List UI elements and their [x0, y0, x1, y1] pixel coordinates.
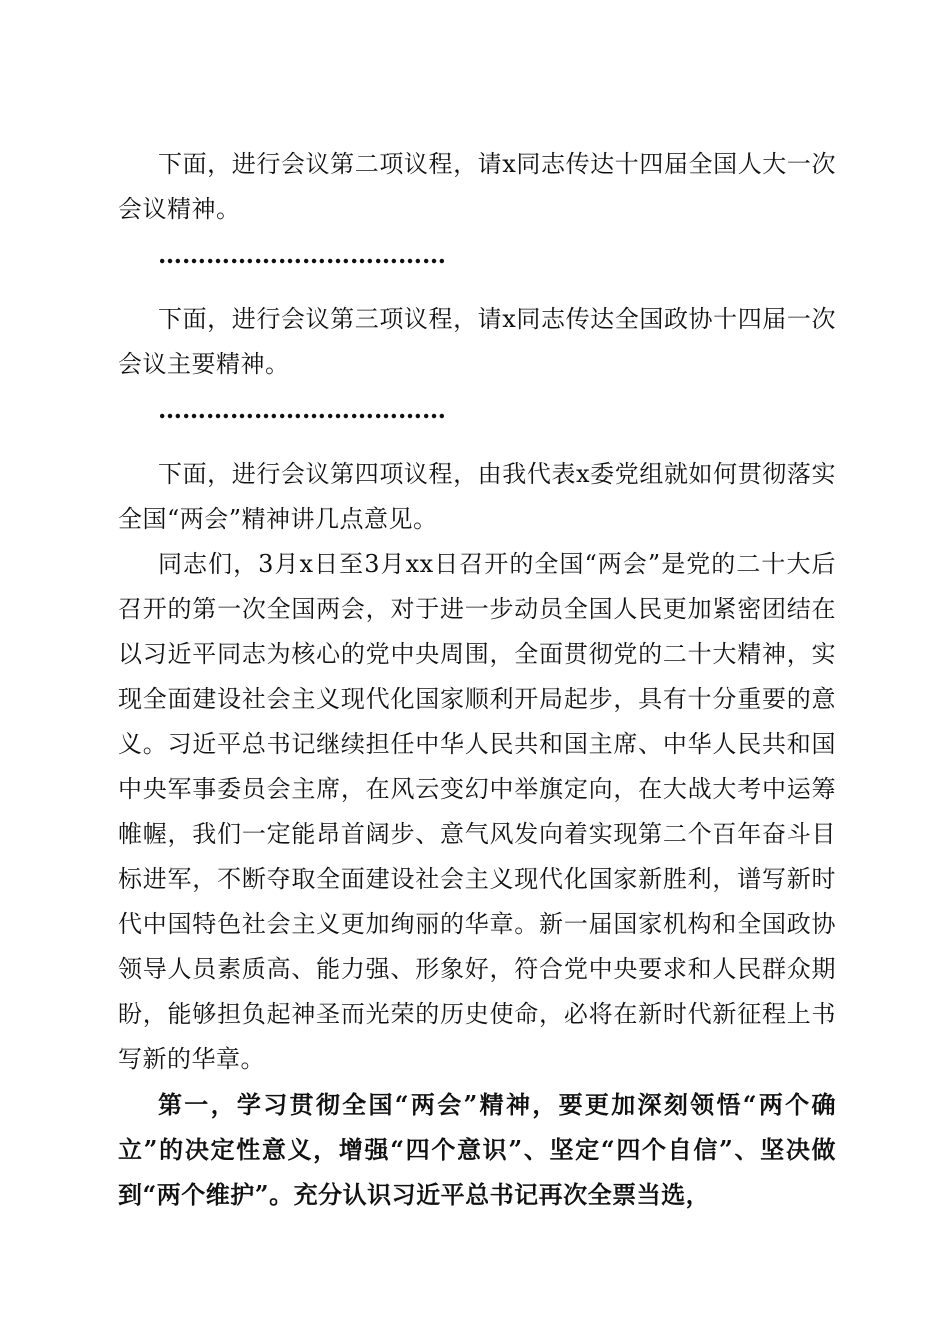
paragraph-comrades: 同志们，3月x日至3月xx日召开的全国“两会”是党的二十大后召开的第一次全国两会，对于进一步动员全国人民更加紧密团结在以习近平同志为核心的党中央周围，全面贯彻党的二十大精神，实现全面建设社会主义现代化国家顺利开局起步，具有十分重要的意义。习近平总书记继续担任中华人民共和国主席、中华人民共和国中央军事委员会主席，在风云变幻中举旗定向，在大战大考中运筹帷幄，我们一定能昂首阔步、意气风发向着实现第二个百年奋斗目标进军，不断夺取全面建设社会主义现代化国家新胜利，谱写新时代中国特色社会主义更加绚丽的华章。新一届国家机构和全国政协领导人员素质高、能力强、形象好，符合党中央要求和人民群众期盼，能够担负起神圣而光荣的历史使命，必将在新时代新征程上书写新的华章。	[118, 550, 836, 1073]
paragraph-first-point: 第一，学习贯彻全国“两会”精神，要更加深刻领悟“两个确立”的决定性意义，增强“四个意识”、坚定“四个自信”、坚决做到“两个维护”。充分认识习近平总书记再次全票当选，	[118, 1090, 836, 1209]
ellipsis-separator-2: ………………………………	[158, 395, 446, 424]
paragraph-agenda-2: 下面，进行会议第二项议程，请x同志传达十四届全国人大一次会议精神。	[118, 150, 836, 223]
paragraph-agenda-4: 下面，进行会议第四项议程，由我代表x委党组就如何贯彻落实全国“两会”精神讲几点意见。	[118, 460, 836, 533]
document-body	[118, 142, 836, 1217]
ellipsis-separator-1: ………………………………	[158, 240, 446, 269]
paragraph-agenda-3: 下面，进行会议第三项议程，请x同志传达全国政协十四届一次会议主要精神。	[118, 305, 836, 378]
